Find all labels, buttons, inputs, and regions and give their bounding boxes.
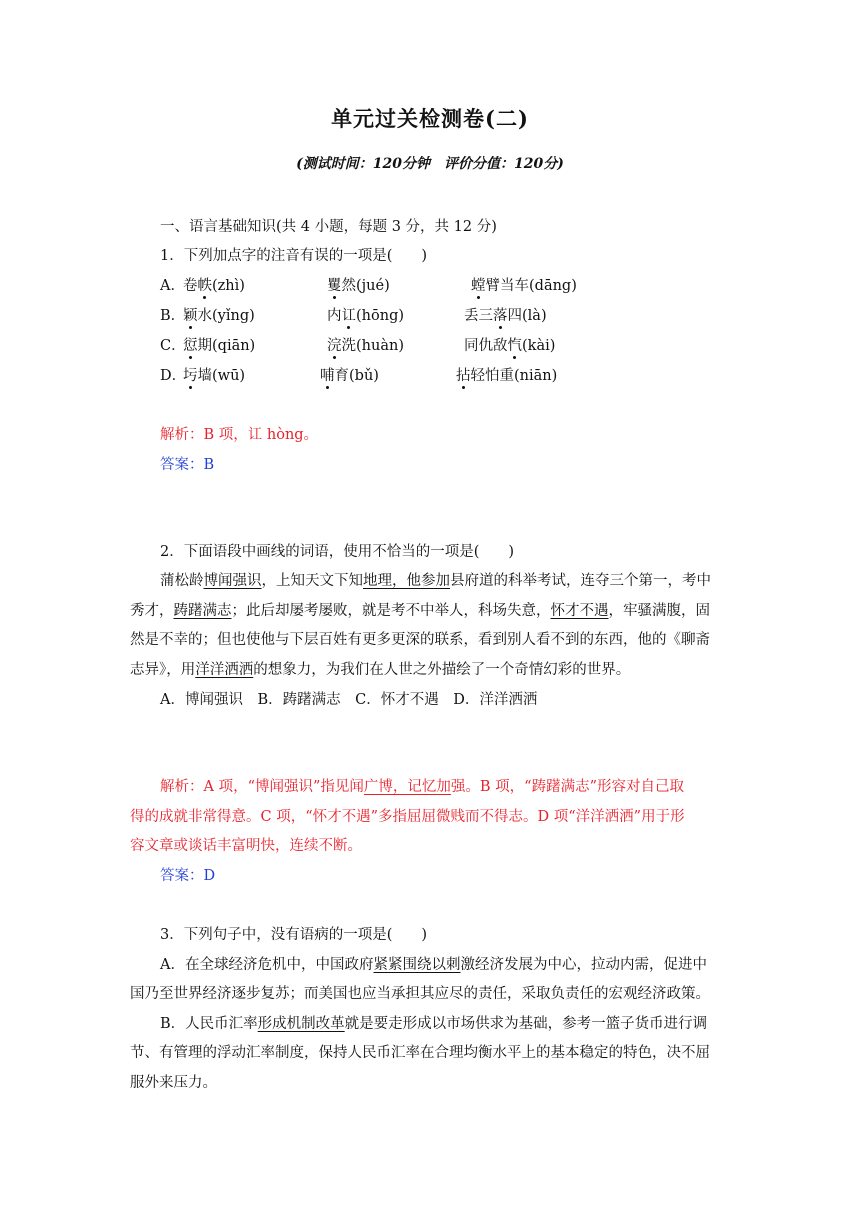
q2-answer: 答案：D <box>160 868 216 884</box>
q2-passage-line: 志异》，用洋洋洒洒的想象力，为我们在人世之外描绘了一个奇情幻彩的世界。 <box>130 662 631 678</box>
question-1-stem: 1．下列加点字的注音有误的一项是( ) <box>160 248 428 264</box>
q1-option-c-label: C． <box>160 338 186 354</box>
q1-option-b-label: B． <box>160 308 186 324</box>
q1-option-c-item-1: 愆期(qiān) <box>183 338 256 354</box>
q1-option-a-label: A． <box>160 278 185 294</box>
q1-option-c-item-3: 同仇敌忾(kài) <box>464 338 556 354</box>
q2-passage-line: 秀才，踌躇满志；此后却屡考屡败，就是考不中举人，科场失意，怀才不遇，牢骚满腹，固 <box>130 603 710 619</box>
q1-option-d-item-2: 哺育(bǔ) <box>320 368 379 384</box>
page-title: 单元过关检测卷(二) <box>331 106 529 131</box>
q2-passage-line: 然是不幸的；但也使他与下层百姓有更多更深的联系，看到别人看不到的东西，他的《聊斋 <box>130 632 710 648</box>
page-subtitle: (测试时间：120分钟 评价分值：120分) <box>296 156 564 172</box>
q1-option-d-label: D． <box>160 368 187 384</box>
q1-answer: 答案：B <box>160 457 215 473</box>
q2-options: A．博闻强识 B．踌躇满志 C．怀才不遇 D．洋洋洒洒 <box>160 692 538 708</box>
q1-option-b-item-2: 内讧(hōng) <box>327 308 405 324</box>
q3-option-a-line: A．在全球经济危机中，中国政府紧紧围绕以刺激经济发展为中心，拉动内需，促进中 <box>160 957 707 973</box>
question-2-stem: 2．下面语段中画线的词语，使用不恰当的一项是( ) <box>160 544 515 560</box>
q1-analysis: 解析：B 项，讧 hòng。 <box>160 427 319 443</box>
q1-option-b-item-3: 丢三落四(là) <box>464 308 547 324</box>
q1-option-b-item-1: 颖水(yǐng) <box>183 308 255 324</box>
q1-option-d-item-1: 圬墙(wū) <box>183 368 246 384</box>
q1-option-a-item-2: 矍然(jué) <box>327 278 390 294</box>
q3-option-b-line: 节、有管理的浮动汇率制度，保持人民币汇率在合理均衡水平上的基本稳定的特色，决不屈 <box>130 1045 710 1061</box>
q2-analysis-line: 解析：A 项，“博闻强识”指见闻广博，记忆加强。B 项，“踌躇满志”形容对自己取 <box>160 779 684 795</box>
q1-option-c-item-2: 浣洗(huàn) <box>327 338 404 354</box>
q2-passage-line: 蒲松龄博闻强识，上知天文下知地理，他参加县府道的科举考试，连夺三个第一，考中 <box>160 573 711 589</box>
q3-option-b-line: B．人民币汇率形成机制改革就是要走形成以市场供求为基础，参考一篮子货币进行调 <box>160 1016 708 1032</box>
q2-analysis-line: 得的成就非常得意。C 项，“怀才不遇”多指屈屈微贱而不得志。D 项“洋洋洒洒”用于形 <box>130 809 685 825</box>
q1-option-d-item-3: 拈轻怕重(niān) <box>456 368 558 384</box>
question-3-stem: 3．下列句子中，没有语病的一项是( ) <box>160 927 428 943</box>
q3-option-a-line: 国乃至世界经济逐步复苏；而美国也应当承担其应尽的责任，采取负责任的宏观经济政策。 <box>130 986 710 1002</box>
q2-analysis-line: 容文章或谈话丰富明快，连续不断。 <box>130 838 362 854</box>
q1-option-a-item-3: 螳臂当车(dāng) <box>471 278 577 294</box>
section-heading: 一、语言基础知识(共 4 小题，每题 3 分，共 12 分) <box>160 219 497 235</box>
q3-option-b-line: 服外来压力。 <box>130 1075 217 1091</box>
q1-option-a-item-1: 卷帙(zhì) <box>183 278 245 294</box>
